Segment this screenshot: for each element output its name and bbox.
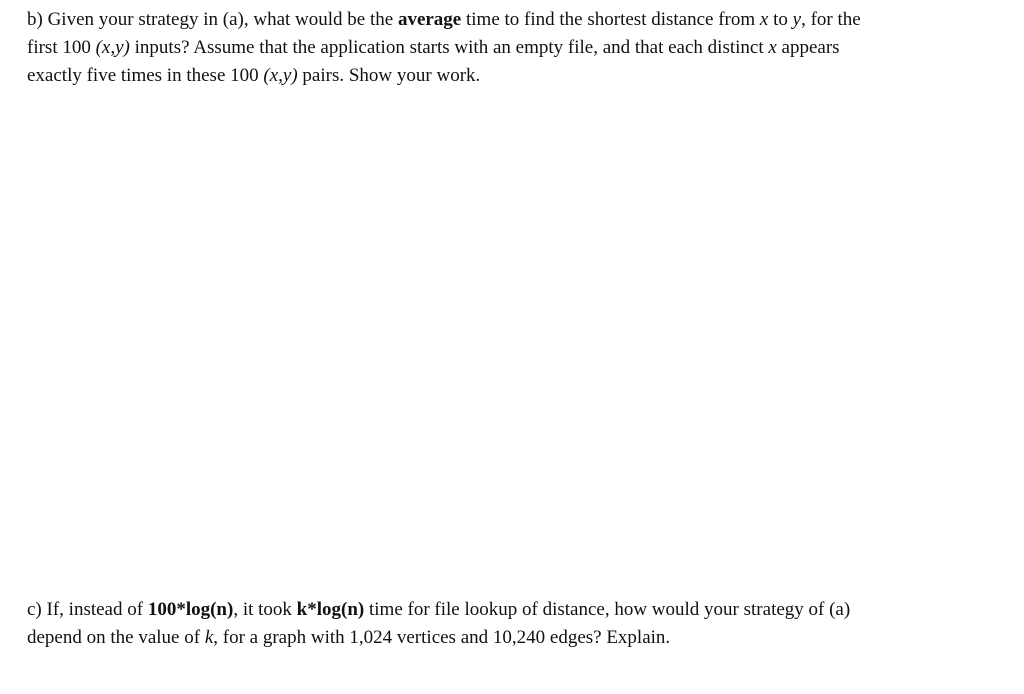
text: depend on the value of bbox=[27, 627, 205, 648]
text: exactly five times in these 100 bbox=[27, 65, 264, 86]
text: , it took bbox=[233, 599, 297, 620]
text: appears bbox=[776, 37, 840, 58]
pair-xy: (x,y) bbox=[263, 65, 298, 86]
question-c-line-1 bbox=[27, 596, 957, 624]
emphasis-k-log-n: k*log(n) bbox=[296, 599, 365, 620]
question-c bbox=[27, 596, 957, 652]
question-b bbox=[27, 6, 957, 90]
pair-xy: (x,y) bbox=[95, 37, 130, 58]
text: inputs? Assume that the application starts with an empty file, and that each distinct bbox=[129, 37, 769, 58]
question-c-line-2 bbox=[27, 624, 957, 652]
text: b) Given your strategy in (a), what would be the bbox=[27, 9, 398, 30]
emphasis-100-log-n: 100*log(n) bbox=[147, 599, 234, 620]
question-b-line-2 bbox=[27, 34, 957, 62]
text: time to find the shortest distance from bbox=[461, 9, 760, 30]
variable-k: k bbox=[204, 627, 214, 648]
variable-y: y bbox=[792, 9, 802, 30]
question-b-line-3 bbox=[27, 62, 957, 90]
text: , for the bbox=[801, 9, 861, 30]
variable-x: x bbox=[759, 9, 769, 30]
text: time for file lookup of distance, how would your strategy of (a) bbox=[364, 599, 851, 620]
question-b-line-1 bbox=[27, 6, 957, 34]
variable-x: x bbox=[768, 37, 777, 58]
text: to bbox=[768, 9, 793, 30]
text: pairs. Show your work. bbox=[297, 65, 481, 86]
emphasis-average: average bbox=[397, 9, 462, 30]
text: , for a graph with 1,024 vertices and 10,240 edges? Explain. bbox=[213, 627, 671, 648]
text: c) If, instead of bbox=[27, 599, 148, 620]
text: first 100 bbox=[27, 37, 96, 58]
